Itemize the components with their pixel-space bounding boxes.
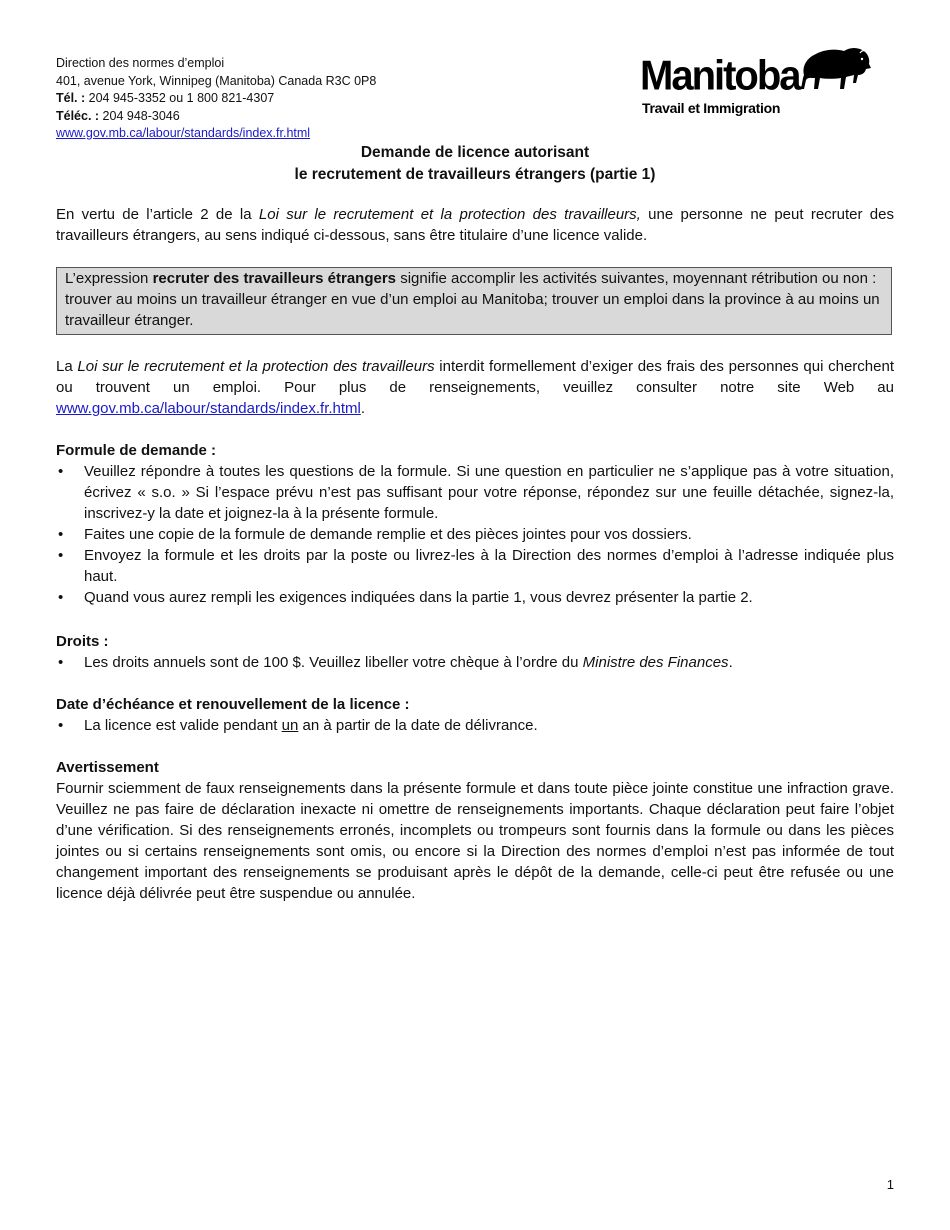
- page-title: [0, 142, 950, 186]
- org-name: Direction des normes d’emploi: [56, 56, 225, 70]
- phone-line: [56, 90, 376, 108]
- logo-department: Travail et Immigration: [642, 100, 781, 116]
- list-item: • Les droits annuels sont de 100 $. Veuillez libeller votre chèque à l’ordre du Ministre des Finances.: [56, 652, 894, 673]
- address: 401, avenue York, Winnipeg (Manitoba) Canada R3C 0P8: [56, 73, 377, 88]
- section-heading: Droits :: [56, 633, 109, 650]
- page-number: 1: [886, 1177, 894, 1192]
- manitoba-logo: [640, 45, 875, 120]
- intro-paragraph: En vertu de l’article 2 de la Loi sur le recrutement et la protection des travailleurs, une personne ne peut recruter des travailleurs étrangers, au sens indiqué ci-dessous, sans être titulaire d’une licence valide.: [56, 206, 894, 244]
- body-website-link[interactable]: www.gov.mb.ca/labour/standards/index.fr.html: [56, 400, 361, 417]
- form-instructions-section: [56, 440, 894, 608]
- act-name: Loi sur le recrutement et la protection des travailleurs: [77, 358, 435, 375]
- section-heading: Formule de demande :: [56, 442, 217, 459]
- fax-label: Téléc. :: [56, 108, 100, 123]
- definition-box: L’expression recruter des travailleurs étrangers signifie accomplir les activités suivantes, moyennant rétribution ou non : trouver au moins un travailleur étranger en vue d’un emploi au Manitoba; trouver un emploi dans la province à au moins un travailleur étranger.: [56, 267, 892, 335]
- section-heading: Date d’échéance et renouvellement de la licence :: [56, 696, 410, 713]
- list-item: • Quand vous aurez rempli les exigences indiquées dans la partie 1, vous devrez présenter la partie 2.: [56, 587, 894, 608]
- licence-validity-section: [56, 694, 894, 736]
- act-name: Loi sur le recrutement et la protection des travailleurs,: [258, 206, 641, 223]
- list-item: • Faites une copie de la formule de demande remplie et des pièces jointes pour vos dossiers.: [56, 524, 894, 545]
- phone-label: Tél. :: [56, 91, 86, 105]
- title-line-1: Demande de licence autorisant: [360, 144, 590, 161]
- title-line-2: le recrutement de travailleurs étrangers (partie 1): [294, 166, 656, 183]
- phone-number: 204 945-3352 ou 1 800 821-4307: [85, 91, 275, 105]
- header-website-link[interactable]: www.gov.mb.ca/labour/standards/index.fr.html: [56, 126, 311, 140]
- warning-section: [56, 757, 894, 904]
- fax-number: 204 948-3046: [99, 108, 180, 123]
- fax-line: [56, 108, 376, 126]
- form-instructions-list: [56, 461, 894, 608]
- law-paragraph: La Loi sur le recrutement et la protection des travailleurs interdit formellement d’exiger des frais des personnes qui cherchent ou trouvent un emploi. Pour plus de renseignements, veuillez consulter notre site Web au www.gov.mb.ca/labour/standards/index.fr.html.: [56, 358, 894, 417]
- list-item: • Envoyez la formule et les droits par la poste ou livrez-les à la Direction des normes d’emploi à l’adresse indiquée plus haut.: [56, 545, 894, 587]
- defined-term: recruter des travailleurs étrangers: [152, 270, 397, 287]
- list-item: • Veuillez répondre à toutes les questions de la formule. Si une question en particulier ne s’applique pas à votre situation, écrivez « s.o. » Si l’espace prévu n’est pas suffisant pour votre réponse, répondez sur une feuille détachée, signez-la, inscrivez-y la date et joignez-la à la présente formule.: [56, 461, 894, 524]
- bison-icon: [798, 45, 873, 97]
- section-heading: Avertissement: [56, 759, 159, 776]
- logo-wordmark: Manitoba: [640, 52, 800, 100]
- list-item: • La licence est valide pendant un an à partir de la date de délivrance.: [56, 715, 894, 736]
- fees-section: [56, 631, 894, 673]
- payee: Ministre des Finances: [582, 654, 729, 671]
- contact-block: [56, 55, 376, 143]
- warning-text: Fournir sciemment de faux renseignements dans la présente formule et dans toute pièce jointe constitue une infraction grave. Veuillez ne pas faire de déclaration inexacte ni omettre de renseignements importants. Chaque déclaration peut faire l’objet d’une vérification. Si des renseignements erronés, incomplets ou trompeurs sont fournis dans la formule ou dans les pièces jointes ou si certains renseignements sont omis, ou encore si la Direction des normes d’emploi n’est pas informée de tout changement important des renseignements se produisant après le dépôt de la demande, celle-ci peut être refusée ou une licence déjà délivrée peut être suspendue ou annulée.: [56, 780, 894, 902]
